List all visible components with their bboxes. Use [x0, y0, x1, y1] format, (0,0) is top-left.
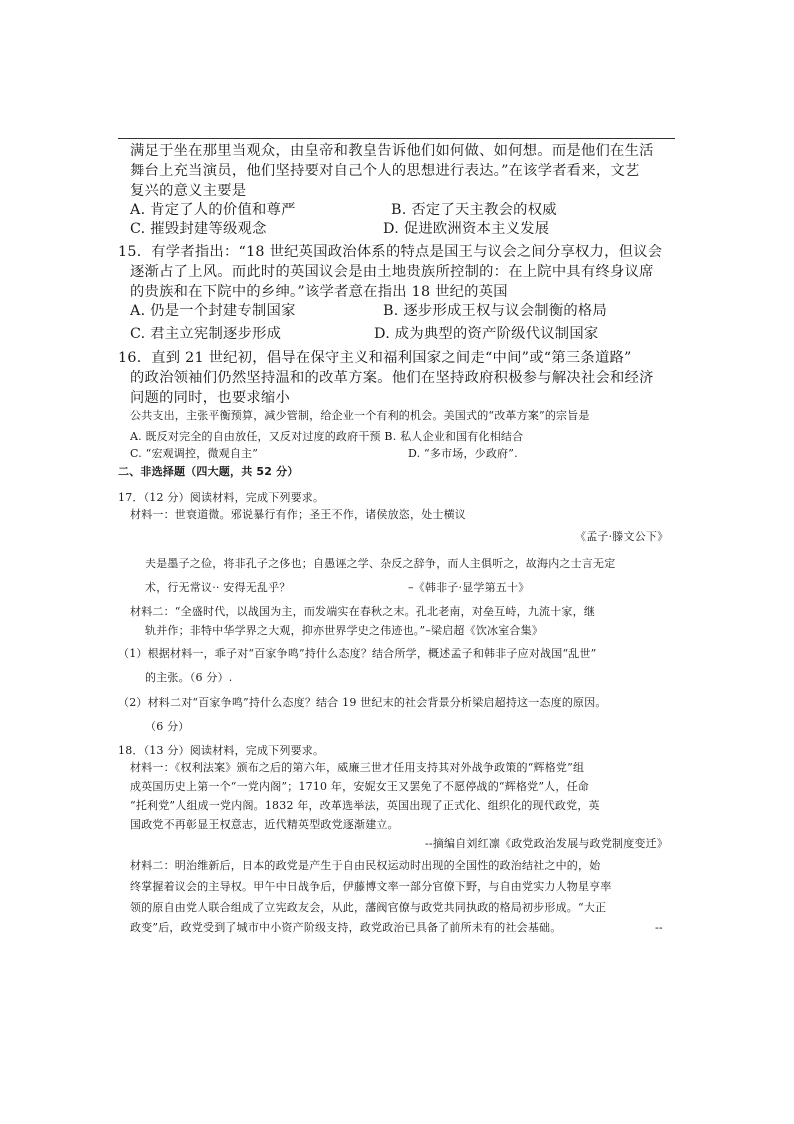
q18-material2-line4: 政变”后，政党受到了城市中小资产阶级支持，政党政治已具备了前所未有的社会基础。 — [130, 921, 562, 934]
q18-material2-line1: 材料二：明治维新后，日本的政党是产生于自由民权运动时出现的全国性的政治结社之中的，始 — [130, 859, 601, 872]
q18-material1-line4: 国政党不再彰显王权意志，近代精英型政党逐渐建立。 — [130, 818, 399, 831]
q15-option-d: D. 成为典型的资产阶级代议制国家 — [374, 326, 599, 342]
q15-option-a: A. 仍是一个封建专制国家 — [130, 303, 296, 319]
q17-sub2-line2: （6 分） — [145, 720, 190, 733]
q14-option-a: A. 肯定了人的价值和尊严 — [130, 202, 296, 218]
q14-option-c: C. 摧毁封建等级观念 — [130, 221, 267, 237]
q15-stem-line2: 逐渐占了上风。而此时的英国议会是由土地贵族所控制的：在上院中具有终身议席 — [130, 264, 654, 280]
q16-option-ab: A. 既反对完全的自由放任，又反对过度的政府干预 B. 私人企业和国有化相结合 — [130, 430, 524, 443]
q17-material1-source: 《孟子·滕文公下》 — [575, 530, 669, 543]
q17-material1b-line1: 夫是墨子之俭，将非孔子之侈也；自愚诬之学、杂反之辞争，而人主俱听之，故海内之士言无定 — [145, 557, 616, 570]
q18-heading: 18．（13 分）阅读材料，完成下列要求。 — [118, 744, 325, 757]
q18-material1-source: --摘编自刘红凛《政党政治发展与政党制度变迁》 — [425, 837, 669, 850]
q18-material2-line3: 领的原自由党人联合组成了立宪政友会，从此，藩阀官僚与政党共同执政的格局初步形成。“大正 — [130, 901, 607, 914]
q16-option-c: C. “宏观调控，微观自主” — [130, 447, 259, 460]
q17-sub2-line1: （2）材料二对“百家争鸣”持什么态度？结合 19 世纪末的社会背景分析梁启超持这一态度的原因。 — [118, 696, 607, 709]
q17-material1: 材料一：世衰道微。邪说暴行有作；圣王不作，诸侯放恣，处士横议 — [130, 508, 466, 521]
q17-material1b-line2: 术，行无常议·· 安得无乱乎？ — [145, 581, 291, 594]
q17-material1b-source: –《韩非子·显学第五十》 — [408, 581, 530, 594]
q17-sub1-line1: （1）根据材料一，乖子对“百家争鸣”持什么态度？结合所学，概述孟子和韩非子应对战国“乱世” — [118, 647, 597, 660]
q17-sub1-line2: 的主张。（6 分）. — [145, 671, 233, 684]
q18-material1-line3: “托利党”人组成一党内阁。1832 年，改革选举法，英国出现了正式化、组织化的现代政党，英 — [130, 799, 600, 812]
q16-stem-line2: 的政治领袖们仍然坚持温和的改革方案。他们在坚持政府积极参与解决社会和经济 — [130, 370, 654, 386]
q14-stem-line1: 满足于坐在那里当观众，由皇帝和教皇告诉他们如何做、如何想。而是他们在生活 — [130, 143, 654, 159]
q17-heading: 17．（12 分）阅读材料，完成下列要求。 — [118, 491, 325, 504]
q16-stem-line4: 公共支出，主张平衡预算，减少管制，给企业一个有利的机会。美国式的“改革方案”的宗旨是 — [130, 409, 590, 422]
q14-stem-line2: 舞台上充当演员，他们坚持要对自己个人的思想进行表达。”在该学者看来，文艺 — [130, 163, 640, 179]
q15-stem-line1: 15．有学者指出：“18 世纪英国政治体系的特点是国王与议会之间分享权力，但议会 — [118, 244, 663, 260]
q16-stem-line3: 问题的同时，也要求缩小 — [130, 390, 291, 406]
q18-material1-line1: 材料一：《权利法案》颁布之后的第六年，威廉三世才任用支持其对外战争政策的“辉格党”组 — [130, 761, 585, 774]
q16-option-d: D. “多市场，少政府”. — [408, 447, 518, 460]
q18-material2-line2: 终掌握着议会的主导权。甲午中日战争后，伊藤博文率一部分官僚下野，与自由党实力人物星亨率 — [130, 880, 612, 893]
q17-material2-line2: 轨并作；非特中华学界之大观，抑亦世界学史之伟迹也。”–梁启超《饮冰室合集》 — [145, 624, 544, 637]
section-heading: 二、非选择题（四大题，共 52 分） — [118, 465, 299, 478]
q14-option-d: D. 促进欧洲资本主义发展 — [383, 221, 550, 237]
q18-material2-tail: -- — [655, 921, 663, 934]
header-rule — [118, 138, 675, 139]
q15-option-c: C. 君主立宪制逐步形成 — [130, 326, 282, 342]
q14-stem-line3: 复兴的意义主要是 — [130, 183, 247, 199]
q14-option-b: B. 否定了天主教会的权威 — [391, 202, 557, 218]
q18-material1-line2: 成英国历史上第一个“一党内阁”；1710 年，安妮女王又罢免了不愿停战的“辉格党”人，任命 — [130, 780, 589, 793]
q15-option-b: B. 逐步形成王权与议会制衡的格局 — [383, 303, 608, 319]
q17-material2-line1: 材料二：“全盛时代，以战国为主，而发端实在春秋之末。孔北老南，对垒互峙，九流十家，继 — [130, 605, 596, 618]
q15-stem-line3: 的贵族和在下院中的乡绅。”该学者意在指出 18 世纪的英国 — [130, 284, 508, 300]
q16-stem-line1: 16．直到 21 世纪初，倡导在保守主义和福利国家之间走“中间”或“第三条道路” — [118, 350, 632, 366]
